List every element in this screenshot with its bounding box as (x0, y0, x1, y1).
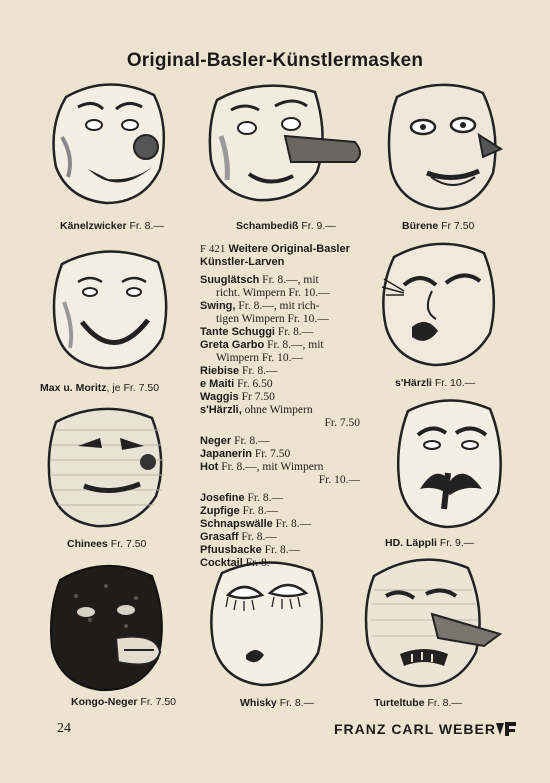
list-item-name: Grasaff (200, 531, 239, 543)
list-item-price: Fr. 6.50 (237, 378, 273, 390)
list-item-name: Riebise (200, 365, 240, 377)
mask-caption-buerene: Bürene Fr 7.50 (402, 220, 475, 232)
list-item-name: Josefine (200, 492, 245, 504)
mask-caption-kaenelzwicker: Känelzwicker Fr. 8.— (60, 220, 164, 232)
list-item-name: Zupfige (200, 505, 240, 517)
list-item-price: Fr 7.50 (241, 391, 275, 403)
list-item-price: Fr. 8.—, mit Wimpern (221, 461, 324, 473)
list-item-name: Tante Schuggi (200, 326, 275, 338)
mask-caption-whisky: Whisky Fr. 8.— (240, 697, 315, 709)
list-item-price: ohne Wimpern (244, 404, 313, 416)
mask-chinees-illustration (44, 400, 170, 530)
list-item (200, 544, 370, 557)
list-item (200, 300, 370, 313)
mask-turteltube-illustration (360, 550, 506, 692)
list-item-price: Fr. 8.— (264, 544, 301, 556)
list-item (200, 404, 370, 417)
additional-masks-list (200, 243, 370, 570)
list-item-name: Schnapswälle (200, 518, 273, 530)
list-item (200, 505, 370, 518)
list-item-name: Neger (200, 435, 232, 447)
mask-schambediss-illustration (205, 76, 367, 206)
list-item-price: Fr. 8.—, mit (262, 274, 319, 286)
list-item-continuation: Wimpern Fr. 10.— (216, 352, 304, 364)
list-item-price: Fr. 8.— (242, 365, 278, 377)
list-heading-2: Künstler-Larven (200, 256, 285, 268)
list-item-continuation: tigen Wimpern Fr. 10.— (216, 313, 329, 325)
list-item (200, 339, 370, 352)
list-item-price: Fr. 8.—, mit (267, 339, 324, 351)
list-item-name: Greta Garbo (200, 339, 265, 351)
list-item-price: Fr. 8.— (245, 557, 282, 569)
list-item-name: Japanerin (200, 448, 252, 460)
list-item-price: Fr. 8.—, mit rich- (238, 300, 320, 312)
list-item (200, 518, 370, 531)
list-item (200, 326, 370, 339)
list-item-name: Swing, (200, 300, 236, 312)
list-item (200, 365, 370, 378)
page-number: 24 (57, 721, 71, 736)
mask-max-moritz-illustration (48, 242, 176, 372)
list-item (200, 492, 370, 505)
mask-caption-chinees: Chinees Fr. 7.50 (67, 538, 147, 550)
mask-caption-max-moritz: Max u. Moritz, je Fr. 7.50 (40, 382, 160, 394)
mask-caption-haerzli: s'Härzli Fr. 10.— (395, 377, 476, 389)
list-item-price: Fr. 7.50 (254, 448, 291, 460)
list-item (200, 274, 370, 287)
mask-kongo-neger-illustration (46, 556, 170, 696)
list-item-name: s'Härzli, (200, 404, 242, 416)
list-item (200, 461, 370, 474)
mask-whisky-illustration (204, 555, 330, 689)
list-item (200, 448, 370, 461)
list-item-price: Fr. 8.— (275, 518, 312, 530)
mask-caption-schambediss: Schambediß Fr. 9.— (236, 220, 336, 232)
list-item-continuation: richt. Wimpern Fr. 10.— (216, 287, 330, 299)
mask-hd-laeppli-illustration (392, 393, 508, 531)
page-title: Original-Basler-Künstlermasken (126, 50, 424, 71)
list-heading: F 421 Weitere Original-Basler (200, 243, 350, 255)
mask-kaenelzwicker-illustration (48, 77, 172, 207)
list-item-name: e Maiti (200, 378, 235, 390)
list-item-name: Waggis (200, 391, 239, 403)
list-item (200, 557, 370, 570)
list-item (200, 391, 370, 404)
mask-haerzli-illustration (376, 235, 504, 369)
list-item (200, 378, 370, 391)
list-item-price: Fr. 8.— (277, 326, 314, 338)
list-item-name: Cocktail (200, 557, 243, 569)
list-item-name: Suuglätsch (200, 274, 260, 286)
mask-caption-hd-laeppli: HD. Läppli Fr. 9.— (385, 537, 475, 549)
list-item-name: Pfuusbacke (200, 544, 262, 556)
list-item-continuation: Fr. 7.50 (324, 417, 360, 429)
mask-caption-turteltube: Turteltube Fr. 8.— (374, 697, 462, 709)
list-item (200, 531, 370, 544)
mask-caption-kongo-neger: Kongo-Neger Fr. 7.50 (71, 696, 177, 708)
list-item-price: Fr. 8.— (241, 531, 277, 543)
list-item-price: Fr. 8.— (242, 505, 279, 517)
list-item-name: Hot (200, 461, 219, 473)
list-item-price: Fr. 8.— (234, 435, 270, 447)
list-item-price: Fr. 8.— (247, 492, 283, 504)
list-item-continuation: Fr. 10.— (318, 474, 360, 486)
brand-logo-icon (494, 720, 518, 738)
list-item (200, 435, 370, 448)
mask-buerene-illustration (383, 77, 505, 213)
brand-name: FRANZ CARL WEBER (334, 721, 496, 737)
